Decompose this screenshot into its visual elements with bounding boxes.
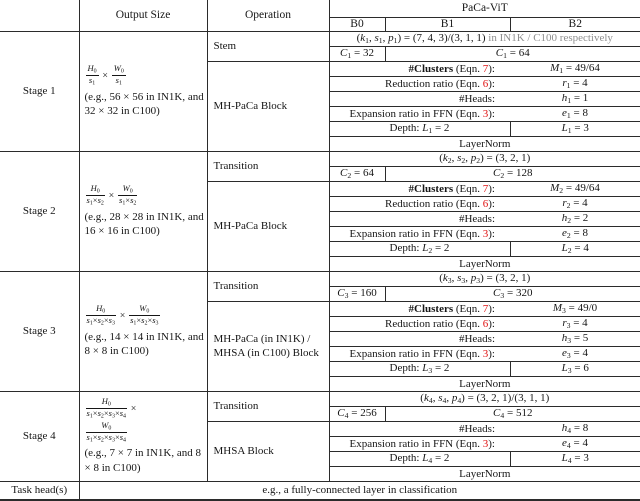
channels-value: $C_1 = 32$ xyxy=(340,47,374,60)
depth-value: Depth: $L_1 = 2$ xyxy=(389,122,450,135)
channels-value: $C_3 = 160$ xyxy=(337,287,377,300)
param-label-clusters xyxy=(329,181,510,196)
times-sign: × xyxy=(108,190,115,202)
fraction-denominator: $s_1\times s_2$ xyxy=(86,195,104,207)
param-value: $M_1 = 49/64$ xyxy=(550,62,600,75)
fraction xyxy=(118,184,137,208)
stage-4-channels-b1b2 xyxy=(385,406,640,421)
ksp-formula: ($k_4$, $s_4$, $p_4) = (3$, 2, 1)/(3, 1, 1) xyxy=(420,392,550,405)
param-value: $h_1 = 1$ xyxy=(561,92,589,105)
stage-4-layernorm: LayerNorm xyxy=(329,466,640,481)
times-sign: × xyxy=(130,403,137,415)
stage-2-output-size xyxy=(79,151,207,271)
output-formula xyxy=(85,64,205,88)
param-label-heads xyxy=(329,331,510,346)
stage-3-channels-b1b2 xyxy=(385,286,640,301)
param-value-reduction xyxy=(510,316,640,331)
fraction-denominator: $s_1\times s_2\times s_3\times s_4$ xyxy=(86,408,127,420)
stage-4-ksp-cell xyxy=(329,391,640,406)
ksp-formula: ($k_2$, $s_2$, $p_2) = (3$, 2, 1) xyxy=(439,152,531,165)
param-label: #Heads: xyxy=(458,332,495,345)
param-label-ffn xyxy=(329,436,510,451)
stage-4-operation-transition: Transition xyxy=(207,391,329,421)
param-label: #Clusters (Eqn. 7): xyxy=(408,62,495,75)
param-label: Reduction ratio (Eqn. 6): xyxy=(385,77,495,90)
stage-2-channels-b1b2 xyxy=(385,166,640,181)
fraction xyxy=(86,304,116,328)
header-variant-b0: B0 xyxy=(329,17,385,31)
header-group-paca-vit: PaCa-ViT xyxy=(329,0,640,17)
param-value: $r_2 = 4$ xyxy=(562,197,588,210)
stage-3-layernorm: LayerNorm xyxy=(329,376,640,391)
stage-2-depth-b2 xyxy=(510,241,640,256)
fraction xyxy=(86,397,128,421)
depth-value: $L_2 = 4$ xyxy=(561,242,589,255)
fraction-denominator: $s_1$ xyxy=(115,75,122,87)
stage-2-layernorm: LayerNorm xyxy=(329,256,640,271)
header-output-size: Output Size xyxy=(79,0,207,31)
output-formula xyxy=(85,304,205,328)
stage-1-operation-stem: Stem xyxy=(207,31,329,61)
stage-3-output-size xyxy=(79,271,207,391)
fraction-numerator: $H_0$ xyxy=(87,62,97,75)
ksp-formula: ($k_1$, $s_1$, $p_1) = (7$, 4, 3)/(3, 1, 1) in IN1K / C100 respectively xyxy=(356,32,613,45)
fraction-denominator: $s_1\times s_2$ xyxy=(119,195,137,207)
param-label: Reduction ratio (Eqn. 6): xyxy=(385,317,495,330)
fraction xyxy=(112,64,126,88)
param-value: $e_2 = 8$ xyxy=(562,227,588,240)
output-size-note: (e.g., 28 × 28 in IN1K, and 16 × 16 in C100) xyxy=(84,210,204,237)
param-value: $r_3 = 4$ xyxy=(562,317,588,330)
param-value: $h_3 = 5$ xyxy=(561,332,589,345)
depth-value: $L_4 = 3$ xyxy=(561,452,589,465)
param-value-ffn xyxy=(510,346,640,361)
param-label: Expansion ratio in FFN (Eqn. 3): xyxy=(349,347,495,360)
param-label-reduction xyxy=(329,196,510,211)
header-variant-b2: B2 xyxy=(510,17,640,31)
param-value: $M_3 = 49/0$ xyxy=(552,302,598,315)
param-label-reduction xyxy=(329,76,510,91)
param-label: Reduction ratio (Eqn. 6): xyxy=(385,197,495,210)
param-label: #Clusters (Eqn. 7): xyxy=(408,302,495,315)
header-operation: Operation xyxy=(207,0,329,31)
stage-1-ksp-cell xyxy=(329,31,640,46)
param-label-ffn xyxy=(329,106,510,121)
stage-2-operation-transition: Transition xyxy=(207,151,329,181)
stage-3-depth-b2 xyxy=(510,361,640,376)
param-label: #Heads: xyxy=(458,92,495,105)
output-size-note: (e.g., 56 × 56 in IN1K, and 32 × 32 in C100) xyxy=(84,90,204,117)
output-formula xyxy=(85,421,205,445)
param-value: $e_4 = 4$ xyxy=(562,437,588,450)
fraction xyxy=(86,184,105,208)
channels-value: $C_4 = 512$ xyxy=(493,407,533,420)
header-variant-b1: B1 xyxy=(385,17,510,31)
stage-1-output-size xyxy=(79,31,207,151)
param-value: $M_2 = 49/64$ xyxy=(550,182,600,195)
param-label-clusters xyxy=(329,301,510,316)
stage-4-label: Stage 4 xyxy=(0,391,79,481)
stage-1-channels-b0 xyxy=(329,46,385,61)
output-size-note: (e.g., 7 × 7 in IN1K, and 8 × 8 in C100) xyxy=(84,447,201,474)
param-value-ffn xyxy=(510,226,640,241)
fraction-numerator: $H_0$ xyxy=(86,304,116,316)
fraction-denominator: $s_1\times s_2\times s_3\times s_4$ xyxy=(86,432,127,444)
channels-value: $C_4 = 256$ xyxy=(337,407,377,420)
fraction-numerator: $H_0$ xyxy=(86,397,128,409)
stage-4-channels-b0 xyxy=(329,406,385,421)
depth-value: $L_1 = 3$ xyxy=(561,122,589,135)
stage-1-depth-b0b1 xyxy=(329,121,510,136)
stage-3-operation-block: MH-PaCa (in IN1K) / MHSA (in C100) Block xyxy=(207,301,329,391)
channels-value: $C_2 = 128$ xyxy=(493,167,533,180)
stage-3-depth-b0b1 xyxy=(329,361,510,376)
stage-4-depth-b0b1 xyxy=(329,451,510,466)
param-value-reduction xyxy=(510,196,640,211)
param-value-clusters xyxy=(510,181,640,196)
fraction xyxy=(129,304,159,328)
param-label-heads xyxy=(329,91,510,106)
stage-4-operation-block: MHSA Block xyxy=(207,421,329,481)
corner-cell xyxy=(0,0,79,31)
param-value-reduction xyxy=(510,76,640,91)
param-value-heads xyxy=(510,211,640,226)
param-label-heads xyxy=(329,421,510,436)
stage-3-label: Stage 3 xyxy=(0,271,79,391)
output-formula xyxy=(85,184,205,208)
fraction xyxy=(86,64,99,88)
output-formula xyxy=(85,397,205,421)
param-value: $h_2 = 2$ xyxy=(561,212,589,225)
param-value-ffn xyxy=(510,436,640,451)
stage-2-label: Stage 2 xyxy=(0,151,79,271)
depth-value: $L_3 = 6$ xyxy=(561,362,589,375)
param-value: $e_1 = 8$ xyxy=(562,107,588,120)
fraction-denominator: $s_1\times s_2\times s_3$ xyxy=(86,315,115,327)
param-label: Expansion ratio in FFN (Eqn. 3): xyxy=(349,107,495,120)
depth-value: Depth: $L_2 = 2$ xyxy=(389,242,450,255)
param-label: #Heads: xyxy=(458,212,495,225)
stage-2-ksp-cell xyxy=(329,151,640,166)
times-sign: × xyxy=(102,70,108,82)
param-value-clusters xyxy=(510,301,640,316)
depth-value: Depth: $L_3 = 2$ xyxy=(389,362,450,375)
fraction-numerator: $W_0$ xyxy=(86,421,128,433)
stage-3-channels-b0 xyxy=(329,286,385,301)
stage-3-operation-transition: Transition xyxy=(207,271,329,301)
param-value: $r_1 = 4$ xyxy=(562,77,588,90)
task-head-value: e.g., a fully-connected layer in classification xyxy=(79,481,640,500)
fraction-denominator: $s_1\times s_2\times s_3$ xyxy=(130,315,159,327)
output-size-note: (e.g., 14 × 14 in IN1K, and 8 × 8 in C100) xyxy=(84,330,204,357)
stage-3-ksp-cell xyxy=(329,271,640,286)
fraction-numerator: $W_0$ xyxy=(129,304,159,316)
fraction xyxy=(86,421,128,445)
ksp-formula: ($k_3$, $s_3$, $p_3) = (3$, 2, 1) xyxy=(439,272,531,285)
param-value-heads xyxy=(510,91,640,106)
param-label: Expansion ratio in FFN (Eqn. 3): xyxy=(349,227,495,240)
stage-4-output-size xyxy=(79,391,207,481)
channels-value: $C_1 = 64$ xyxy=(495,47,530,60)
channels-value: $C_3 = 320$ xyxy=(493,287,533,300)
param-label-reduction xyxy=(329,316,510,331)
param-value-ffn xyxy=(510,106,640,121)
param-label-clusters xyxy=(329,61,510,76)
stage-2-depth-b0b1 xyxy=(329,241,510,256)
param-label-ffn xyxy=(329,226,510,241)
channels-value: $C_2 = 64$ xyxy=(340,167,374,180)
stage-1-channels-b1b2 xyxy=(385,46,640,61)
task-head-label: Task head(s) xyxy=(0,481,79,500)
fraction-numerator: $W_0$ xyxy=(113,62,124,75)
fraction-numerator: $W_0$ xyxy=(118,184,137,196)
stage-1-label: Stage 1 xyxy=(0,31,79,151)
param-label-ffn xyxy=(329,346,510,361)
param-label-heads xyxy=(329,211,510,226)
depth-value: Depth: $L_4 = 2$ xyxy=(389,452,450,465)
param-label: #Clusters (Eqn. 7): xyxy=(408,182,495,195)
param-value-heads xyxy=(510,331,640,346)
param-label: #Heads: xyxy=(458,422,495,435)
param-value-heads xyxy=(510,421,640,436)
param-value: $e_3 = 4$ xyxy=(562,347,588,360)
stage-1-depth-b2 xyxy=(510,121,640,136)
stage-2-channels-b0 xyxy=(329,166,385,181)
stage-1-layernorm: LayerNorm xyxy=(329,136,640,151)
stage-1-operation-block: MH-PaCa Block xyxy=(207,61,329,151)
param-value: $h_4 = 8$ xyxy=(561,422,589,435)
fraction-denominator: $s_1$ xyxy=(88,75,96,87)
fraction-numerator: $H_0$ xyxy=(86,184,105,196)
times-sign: × xyxy=(119,310,126,322)
stage-2-operation-block: MH-PaCa Block xyxy=(207,181,329,271)
param-value-clusters xyxy=(510,61,640,76)
param-label: Expansion ratio in FFN (Eqn. 3): xyxy=(349,437,495,450)
stage-4-depth-b2 xyxy=(510,451,640,466)
